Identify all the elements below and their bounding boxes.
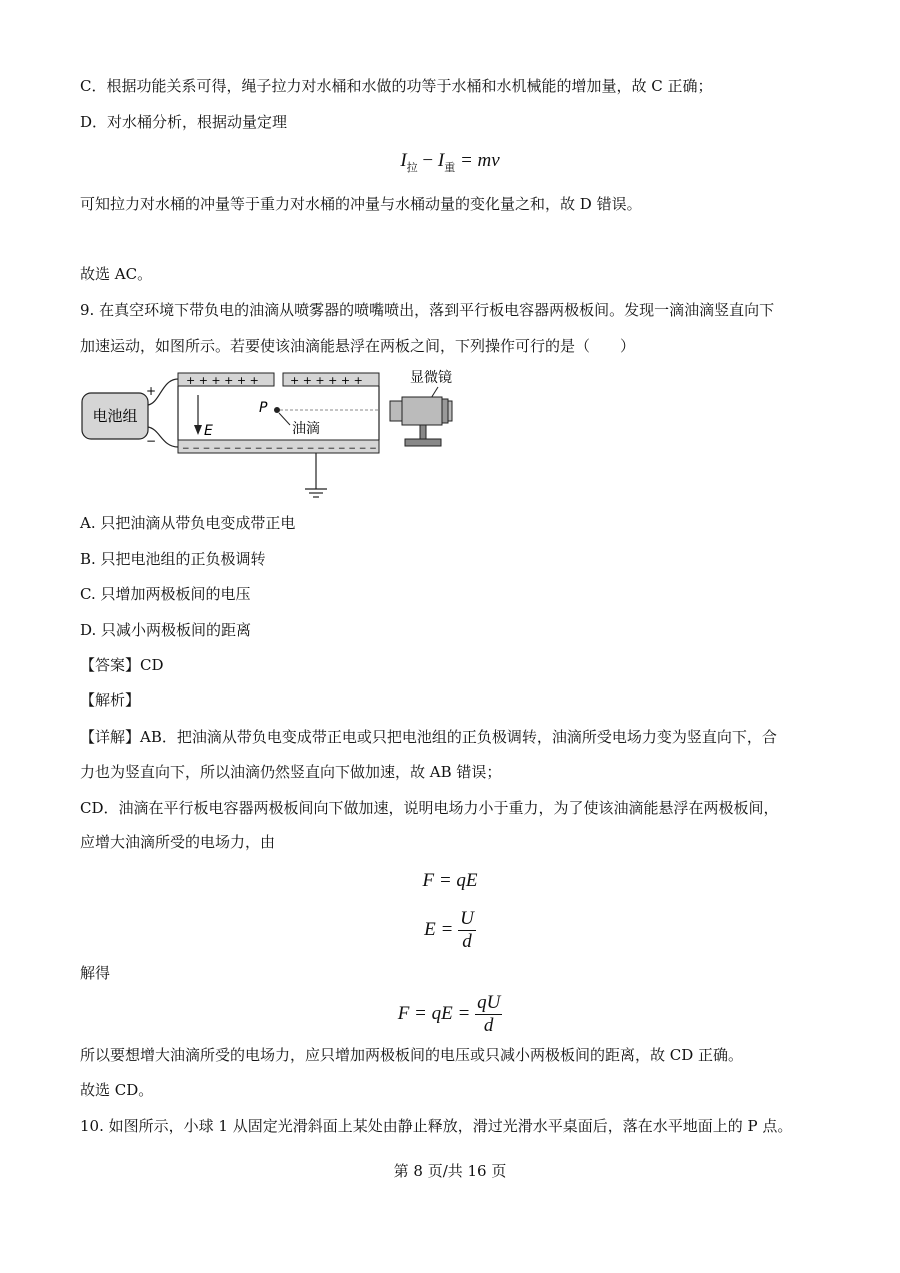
microscope-stand	[420, 425, 426, 439]
droplet-point	[274, 407, 280, 413]
text-choose-ac: 故选 AC。	[80, 265, 153, 283]
point-label: P	[259, 400, 268, 416]
option-c: C. 只增加两极板间的电压	[80, 585, 251, 603]
text-d-conclusion: 可知拉力对水桶的冲量等于重力对水桶的冲量与水桶动量的变化量之和，故 D 错误。	[80, 195, 642, 213]
option-b: B. 只把电池组的正负极调转	[80, 550, 266, 568]
equation-impulse: $I_拉 - I_重$ = mv	[400, 150, 500, 174]
top-plate-charges-right: + + + + + +	[290, 374, 363, 387]
battery-plus: +	[146, 384, 157, 398]
option-a: A. 只把油滴从带负电变成带正电	[80, 514, 296, 532]
field-label: E	[204, 423, 213, 439]
battery-minus: −	[146, 434, 157, 448]
droplet-label: 油滴	[292, 421, 320, 437]
question-9-line-2: 加速运动，如图所示。若要使该油滴能悬浮在两板之间，下列操作可行的是（ ）	[80, 337, 636, 355]
microscope-tube	[402, 397, 442, 425]
bottom-plate-charges: − − − − − − − − − − − − − − − − − − −	[182, 444, 377, 454]
text-option-d: D．对水桶分析，根据动量定理	[80, 113, 288, 131]
capacitor-diagram	[0, 365, 900, 505]
answer: 【答案】CD	[80, 656, 164, 674]
battery-label: 电池组	[92, 407, 138, 425]
text-solve: 解得	[80, 964, 111, 982]
question-9-line-1: 9. 在真空环境下带负电的油滴从喷雾器的喷嘴喷出，落到平行板电容器两极板间。发现一滴油滴竖直向下	[80, 301, 775, 319]
conclusion: 所以要想增大油滴所受的电场力，应只增加两极板间的电压或只减小两极板间的距离，故 CD 正确。	[80, 1046, 744, 1064]
microscope-base	[405, 439, 441, 446]
equation-force: F = qE	[422, 870, 478, 891]
detail-line-2: 力也为竖直向下，所以油滴仍然竖直向下做加速，故 AB 错误；	[80, 763, 502, 781]
page-footer: 第 8 页/共 16 页	[393, 1162, 507, 1180]
detail-line-1: 【详解】AB．把油滴从带负电变成带正电或只把电池组的正负极调转，油滴所受电场力变为竖直向下，合	[80, 728, 777, 746]
option-d: D. 只减小两极板间的距离	[80, 621, 252, 639]
cd-line-1: CD．油滴在平行板电容器两极板间向下做加速，说明电场力小于重力，为了使该油滴能悬浮在两极板间，	[80, 799, 779, 817]
question-10: 10. 如图所示，小球 1 从固定光滑斜面上某处由静止释放，滑过光滑水平桌面后，落在水平地面上的 P 点。	[80, 1117, 793, 1135]
cd-line-2: 应增大油滴所受的电场力，由	[80, 833, 276, 851]
text-option-c: C．根据功能关系可得，绳子拉力对水桶和水做的功等于水桶和水机械能的增加量，故 C 正确；	[80, 77, 713, 95]
top-plate-charges-left: + + + + + +	[186, 374, 259, 387]
microscope-label: 显微镜	[410, 370, 452, 386]
equation-combined: F = qE = $\frac{qU}{d}$	[397, 992, 501, 1036]
microscope-eyepiece	[390, 401, 402, 421]
equation-field: E = $\frac{U}{d}$	[424, 908, 474, 952]
analysis-heading: 【解析】	[80, 691, 141, 709]
text-choose-cd: 故选 CD。	[80, 1081, 154, 1099]
